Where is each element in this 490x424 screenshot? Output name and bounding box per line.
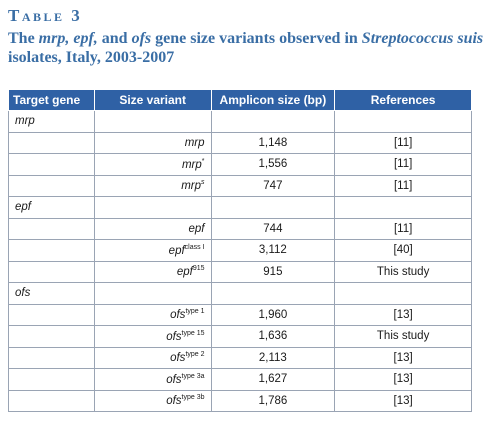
cell-amplicon-size: 1,786 [211,390,335,412]
cell-target-gene [9,240,95,262]
cell-size-variant [94,304,211,326]
table-row [9,175,472,197]
cell-target-gene [9,154,95,176]
caption-text-2: and [97,30,132,47]
variant-superscript: type 3b [181,394,205,402]
table-caption [8,29,484,67]
table-row [9,261,472,283]
cell-size-variant [94,347,211,369]
cell-amplicon-size: 1,556 [211,154,335,176]
header-size-variant: Size variant [94,90,211,111]
variant-name: mrp [184,137,205,150]
cell-size-variant [94,154,211,176]
cell-target-gene [9,369,95,391]
cell-size-variant [94,132,211,154]
variant-superscript: * [201,157,205,165]
cell-target-gene [9,326,95,348]
cell-size-variant [94,240,211,262]
cell-amplicon-size [211,283,335,305]
variant-superscript: type 1 [185,308,205,316]
table-row [9,369,472,391]
cell-reference: [11] [335,154,472,176]
table-row [9,283,472,305]
cell-reference: [13] [335,369,472,391]
cell-target-gene [9,175,95,197]
cell-reference: [11] [335,175,472,197]
variant-name: ofs [166,395,182,408]
cell-amplicon-size: 1,148 [211,132,335,154]
variant-name: mrp [181,158,202,171]
caption-gene-names-1: mrp, epf, [38,30,98,47]
cell-target-gene [9,347,95,369]
header-target-gene: Target gene [9,90,95,111]
table-row [9,218,472,240]
caption-species: Streptococcus suis [361,30,484,47]
cell-size-variant [94,218,211,240]
table-row [9,304,472,326]
caption-text-4: isolates, Italy, 2003-2007 [8,49,175,66]
caption-text-3: gene size variants observed in [151,30,362,47]
variant-superscript: type 3a [181,372,205,380]
table-row [9,132,472,154]
cell-amplicon-size: 1,636 [211,326,335,348]
variant-superscript: type 2 [185,351,205,359]
cell-size-variant [94,326,211,348]
cell-size-variant [94,111,211,133]
cell-reference [335,111,472,133]
cell-amplicon-size: 744 [211,218,335,240]
variant-name: ofs [170,309,186,322]
variant-name: epf [176,266,193,279]
cell-size-variant [94,390,211,412]
table-header [9,90,472,111]
cell-target-gene [9,304,95,326]
variant-name: ofs [170,352,186,365]
variant-superscript: type 15 [181,329,205,337]
cell-size-variant [94,261,211,283]
table-row [9,326,472,348]
cell-target-gene: epf [9,197,95,219]
cell-reference: [13] [335,390,472,412]
cell-target-gene [9,390,95,412]
variant-superscript: 915 [192,265,205,273]
table-row [9,240,472,262]
cell-amplicon-size: 1,960 [211,304,335,326]
cell-reference [335,197,472,219]
gene-variant-table [8,89,472,412]
cell-amplicon-size [211,111,335,133]
cell-reference: [11] [335,218,472,240]
variant-superscript: class I [184,243,205,251]
variant-name: ofs [166,330,182,343]
cell-reference: [13] [335,347,472,369]
table-row [9,197,472,219]
cell-reference [335,283,472,305]
variant-name: ofs [166,373,182,386]
cell-amplicon-size: 747 [211,175,335,197]
header-amplicon-size: Amplicon size (bp) [211,90,335,111]
table-body [9,111,472,412]
table-row [9,390,472,412]
cell-reference: This study [335,326,472,348]
cell-target-gene: mrp [9,111,95,133]
variant-name: epf [188,223,205,236]
cell-amplicon-size: 3,112 [211,240,335,262]
table-row [9,347,472,369]
cell-reference: This study [335,261,472,283]
cell-reference: [13] [335,304,472,326]
variant-superscript: s [201,179,205,187]
variant-name: epf [168,244,185,257]
cell-size-variant [94,197,211,219]
cell-amplicon-size: 915 [211,261,335,283]
table-row [9,154,472,176]
header-references: References [335,90,472,111]
cell-target-gene [9,132,95,154]
table-row [9,111,472,133]
caption-gene-names-2: ofs [131,30,152,47]
variant-name: mrp [181,180,202,193]
table-label: Table 3 [8,6,83,25]
cell-amplicon-size [211,197,335,219]
cell-target-gene: ofs [9,283,95,305]
cell-amplicon-size: 2,113 [211,347,335,369]
cell-size-variant [94,283,211,305]
cell-size-variant [94,175,211,197]
cell-reference: [11] [335,132,472,154]
cell-amplicon-size: 1,627 [211,369,335,391]
cell-reference: [40] [335,240,472,262]
header-row [9,90,472,111]
cell-target-gene [9,261,95,283]
cell-size-variant [94,369,211,391]
caption-text-1: The [8,30,39,47]
cell-target-gene [9,218,95,240]
